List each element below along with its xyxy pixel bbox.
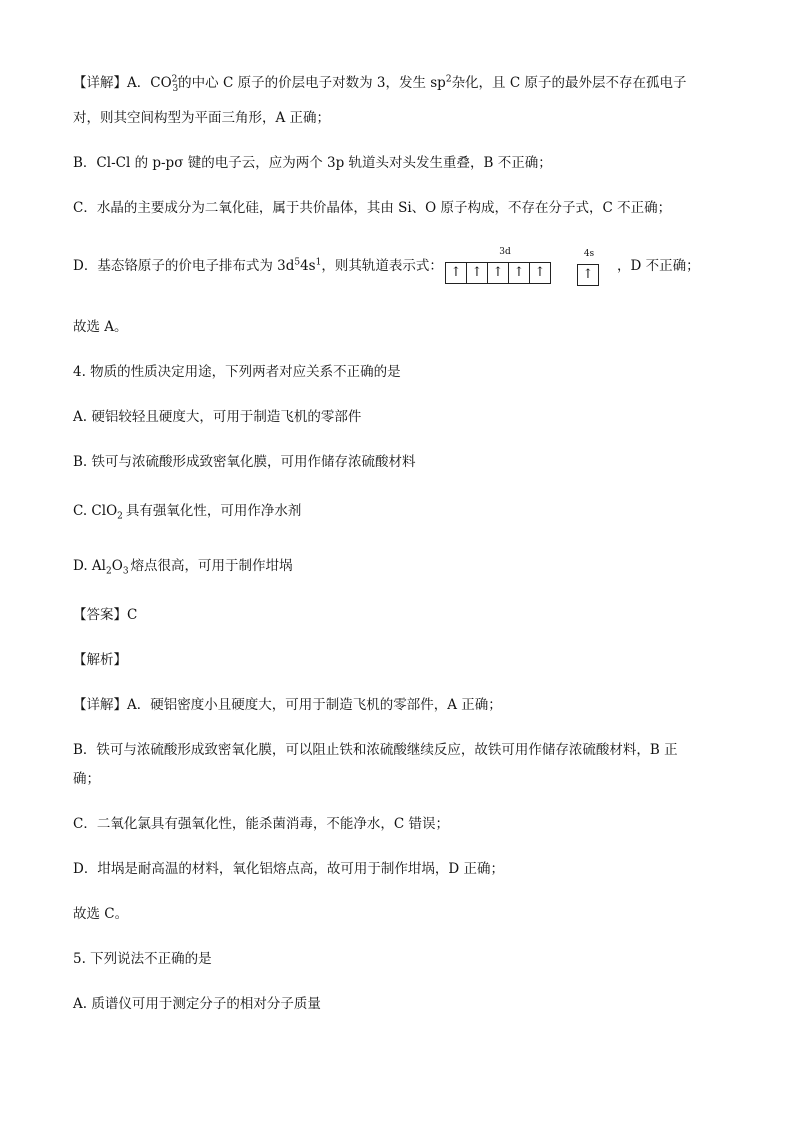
orbital-box: ↑	[529, 262, 551, 284]
orbital-box: ↑	[487, 262, 509, 284]
choose-a: 故选 A。	[73, 319, 128, 335]
text: 熔点很高，可用于制作坩埚	[130, 558, 293, 574]
detail-q4-c: C．二氧化氯具有强氧化性，能杀菌消毒，不能净水，C 错误；	[73, 816, 449, 832]
text: O	[111, 558, 123, 574]
orbital-box: ↑	[466, 262, 488, 284]
text: D. Al	[73, 558, 106, 574]
superscript: 2-	[171, 74, 181, 85]
text: D．基态铬原子的价电子排布式为 3d	[73, 258, 295, 274]
detail-q4-b-cont: 确；	[73, 771, 100, 787]
detail-line-2: 对，则其空间构型为平面三角形，A 正确；	[73, 110, 331, 126]
q4-option-d	[73, 557, 293, 575]
text: 杂化，且 C 原子的最外层不存在孤电子	[451, 75, 687, 91]
superscript: 2	[445, 74, 452, 85]
orbital-box: ↑	[508, 262, 530, 284]
choose-c: 故选 C。	[73, 906, 129, 922]
subscript: 3	[172, 83, 179, 94]
text: ，则其轨道表示式：	[321, 258, 443, 274]
subscript: 2	[117, 511, 123, 522]
orbital-diagram-3d	[446, 247, 551, 284]
detail-line-5	[73, 257, 443, 275]
detail-q4-a: 【详解】A．硬铝密度小且硬度大，可用于制造飞机的零部件，A 正确；	[73, 697, 502, 713]
detail-line-3: B．Cl-Cl 的 p-pσ 键的电子云，应为两个 3p 轨道头对头发生重叠，B 不正确；	[73, 155, 552, 171]
detail-line-5-tail: ，D 不正确；	[617, 258, 700, 274]
subscript: 2	[106, 566, 112, 577]
orbital-box: ↑	[445, 262, 467, 284]
question-4: 4. 物质的性质决定用途，下列两者对应关系不正确的是	[73, 364, 401, 380]
q5-option-a: A. 质谱仪可用于测定分子的相对分子质量	[73, 996, 321, 1012]
answer-label: 【答案】C	[73, 607, 138, 623]
orbital-box: ↑	[577, 264, 599, 286]
text: C. ClO	[73, 503, 118, 519]
detail-line-4: C．水晶的主要成分为二氧化硅，属于共价晶体，其由 Si、O 原子构成，不存在分子式，C 不正确；	[73, 200, 672, 216]
orbital-diagram-4s	[578, 249, 599, 286]
analysis-label: 【解析】	[73, 652, 127, 668]
q4-option-b: B. 铁可与浓硫酸形成致密氧化膜，可用作储存浓硫酸材料	[73, 454, 416, 470]
superscript: 1	[315, 257, 322, 268]
q4-option-a: A. 硬铝较轻且硬度大，可用于制造飞机的零部件	[73, 409, 362, 425]
detail-q4-d: D．坩埚是耐高温的材料，氧化铝熔点高，故可用于制作坩埚，D 正确；	[73, 861, 504, 877]
q4-option-c	[73, 502, 301, 520]
question-5: 5. 下列说法不正确的是	[73, 951, 212, 967]
detail-q4-b: B．铁可与浓硫酸形成致密氧化膜，可以阻止铁和浓硫酸继续反应，故铁可用作储存浓硫酸材料，B 正	[73, 742, 678, 758]
text: 具有强氧化性，可用作净水剂	[125, 503, 302, 519]
subscript: 3	[122, 566, 129, 577]
text: 【详解】A．CO	[73, 75, 172, 91]
orbital-label-3d: 3d	[499, 247, 511, 257]
text: 4s	[300, 258, 316, 274]
text: 的中心 C 原子的价层电子对数为 3，发生 sp	[178, 75, 446, 91]
orbital-label-4s: 4s	[583, 249, 595, 259]
detail-line-1	[73, 74, 686, 92]
superscript: 5	[294, 257, 301, 268]
